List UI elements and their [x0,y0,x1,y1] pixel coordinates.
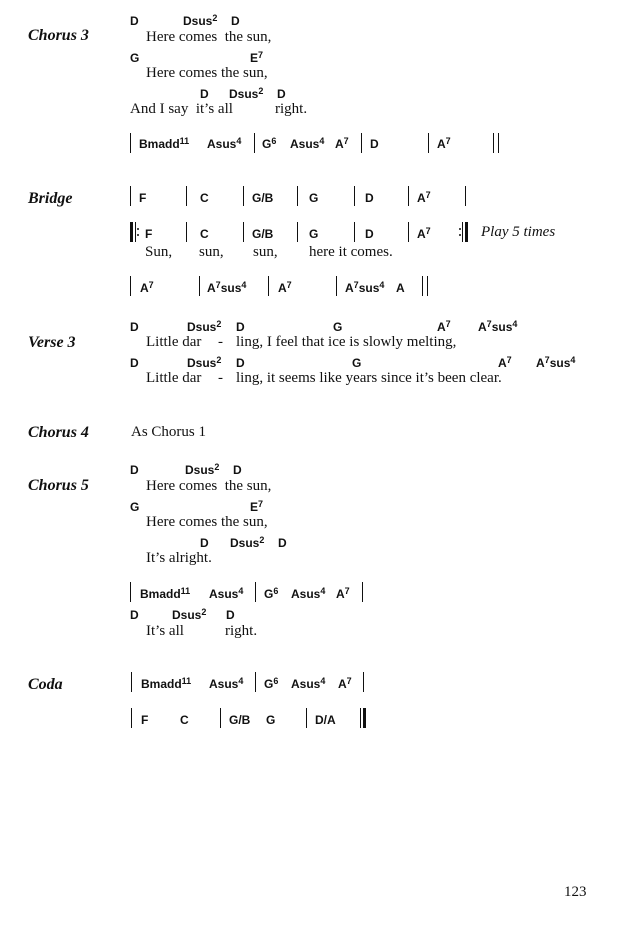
lyric-line: It’s alright. [146,550,212,566]
chord-d: D [365,191,374,205]
section-label-chorus-4: Chorus 4 [28,424,89,441]
chord-a7: $A^7$ [498,355,512,370]
chord-d: D [130,608,139,622]
chord-a7: $A^7$ [338,676,352,691]
chord-bmadd11: Bmadd$^{11}$ [140,586,191,601]
barline [130,186,131,206]
barline [130,276,131,296]
barline [186,186,187,206]
barline [130,133,131,153]
section-label-coda: Coda [28,676,63,693]
lyric-line: Here comes the sun, [146,478,272,494]
lyric-hyphen: - [218,334,223,350]
double-barline [422,276,428,296]
chord-a7: $A^7$ [437,136,451,151]
chord-g6: $G^6$ [262,136,277,151]
barline [428,133,429,153]
chord-d: D [236,356,245,370]
barline [186,222,187,242]
barline [408,222,409,242]
lyric-word: here it comes. [309,244,393,260]
chord-g-over-b: G/B [252,191,274,205]
chord-g: G [266,713,276,727]
lyric-line: ling, I feel that ice is slowly melting, [236,334,457,350]
final-barline [360,708,366,728]
barline [306,708,307,728]
chord-g: G [333,320,343,334]
lyric-word: Sun, [145,244,173,260]
lyric-line: Here comes the sun, [146,65,268,81]
barline [297,222,298,242]
chord-d: D [130,320,139,334]
chord-d: D [231,14,240,28]
chord-g: G [130,51,140,65]
chord-d-over-a: D/A [315,713,336,727]
section-label-verse-3: Verse 3 [28,334,76,351]
lyric-hyphen: - [218,370,223,386]
chord-a7sus4: $A^7sus^4$ [478,319,518,334]
chord-asus4: Asus$^4$ [291,586,326,601]
barline [199,276,200,296]
page-number: 123 [564,884,587,900]
chord-a7: $A^7$ [336,586,350,601]
chord-bmadd11: Bmadd$^{11}$ [139,136,190,151]
chord-f: F [141,713,149,727]
chord-d: D [226,608,235,622]
chord-g6: $G^6$ [264,586,279,601]
barline [361,133,362,153]
play-5-times-note: Play 5 times [481,224,556,240]
barline [363,672,364,692]
chord-d: D [370,137,379,151]
lyric-line: ling, it seems like years since it’s been clear. [236,370,502,386]
lyric-line: Here comes the sun, [146,29,272,45]
chord-c: C [200,191,209,205]
chord-f: F [139,191,147,205]
chord-a7: $A^7$ [437,319,451,334]
chord-e7: $E^7$ [250,499,264,514]
chord-dsus2: Dsus$^2$ [229,86,264,101]
chord-a7sus4: $A^7sus^4$ [536,355,576,370]
barline [255,672,256,692]
barline [354,186,355,206]
chord-d: D [130,463,139,477]
barline [408,186,409,206]
barline [297,186,298,206]
chord-c: C [180,713,189,727]
section-label-chorus-5: Chorus 5 [28,477,89,494]
chord-d: D [278,536,287,550]
chord-g6: $G^6$ [264,676,279,691]
barline [268,276,269,296]
chord-dsus2: Dsus$^2$ [185,462,220,477]
barline [131,672,132,692]
repeat-start-sign [130,222,139,242]
chord-dsus2: Dsus$^2$ [187,355,222,370]
repeat-end-sign [459,222,468,242]
lyric-line: Here comes the sun, [146,514,268,530]
barline [243,186,244,206]
chord-a7: $A^7$ [417,190,431,205]
chord-d: D [200,536,209,550]
lyric-line: right. [275,101,308,117]
chord-asus4: Asus$^4$ [290,136,325,151]
chord-a7sus4: $A^7sus^4$ [345,280,385,295]
chord-d: D [130,356,139,370]
barline [254,133,255,153]
barline [131,708,132,728]
barline [243,222,244,242]
lyric-line: Little dar [146,334,202,350]
lyric-word: sun, [199,244,224,260]
as-chorus-1-note: As Chorus 1 [131,424,207,440]
lyric-line: It’s all [146,623,184,639]
barline [255,582,256,602]
chord-e7: $E^7$ [250,50,264,65]
chord-d: D [200,87,209,101]
chord-dsus2: Dsus$^2$ [183,13,218,28]
chord-g: G [309,227,319,241]
barline [130,582,131,602]
chord-c: C [200,227,209,241]
chord-a7: $A^7$ [278,280,292,295]
barline [362,582,363,602]
barline [354,222,355,242]
chord-dsus2: Dsus$^2$ [172,607,207,622]
barline [465,186,466,206]
barline [220,708,221,728]
chord-a: A [396,281,405,295]
chord-bmadd11: Bmadd$^{11}$ [141,676,192,691]
chord-g: G [130,500,140,514]
chord-f: F [145,227,153,241]
chord-dsus2: Dsus$^2$ [187,319,222,334]
chord-a7: $A^7$ [140,280,154,295]
chord-asus4: Asus$^4$ [209,586,244,601]
chord-asus4: Asus$^4$ [207,136,242,151]
chord-g: G [309,191,319,205]
chord-a7: $A^7$ [417,226,431,241]
chord-d: D [236,320,245,334]
lyric-word: sun, [253,244,278,260]
lyric-line: right. [225,623,258,639]
lyric-line: And I say it’s all [130,101,233,117]
chord-asus4: Asus$^4$ [209,676,244,691]
chord-d: D [365,227,374,241]
chord-d: D [130,14,139,28]
lyric-line: Little dar [146,370,202,386]
chord-dsus2: Dsus$^2$ [230,535,265,550]
chord-a7sus4: $A^7sus^4$ [207,280,247,295]
barline [336,276,337,296]
chord-asus4: Asus$^4$ [291,676,326,691]
chord-g-over-b: G/B [252,227,274,241]
chord-g-over-b: G/B [229,713,251,727]
chord-d: D [233,463,242,477]
double-barline [493,133,499,153]
chord-a7: $A^7$ [335,136,349,151]
chord-d: D [277,87,286,101]
chord-g: G [352,356,362,370]
section-label-bridge: Bridge [28,190,73,207]
section-label-chorus-3: Chorus 3 [28,27,89,44]
